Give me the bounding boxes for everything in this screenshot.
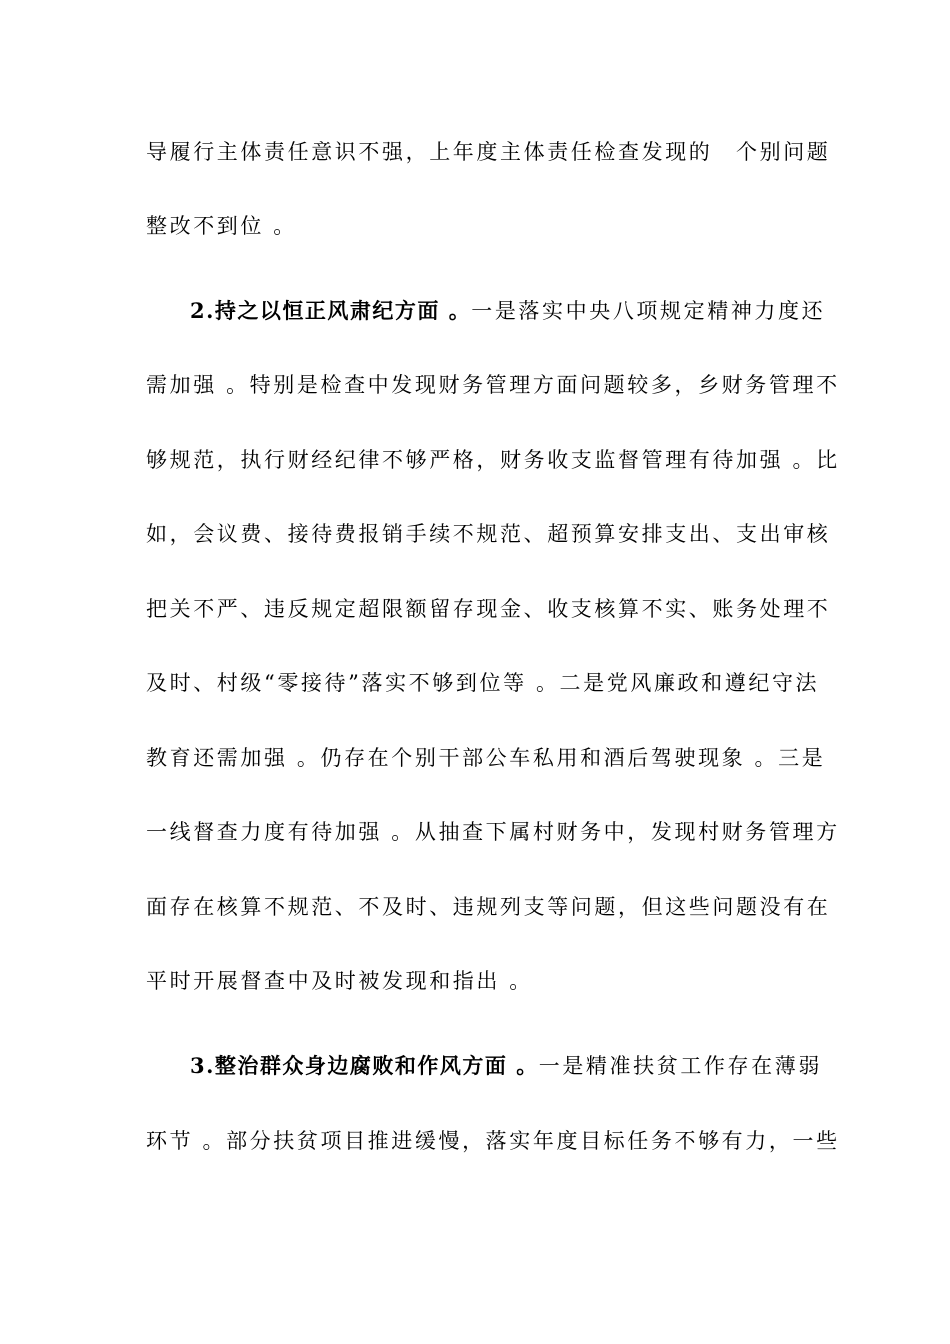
paragraph-2-text: 一是落实中央八项规定精神力度还 xyxy=(471,299,826,323)
paragraph-2-line-1 xyxy=(190,296,826,326)
paragraph-2-line-9: 面存在核算不规范、不及时、违规列支等问题，但这些问题没有在 xyxy=(146,895,831,919)
paragraph-2-line-6: 及时、村级“零接待”落实不够到位等 。二是党风廉政和遵纪守法 xyxy=(146,671,820,695)
paragraph-2-line-4: 如，会议费、接待费报销手续不规范、超预算安排支出、支出审核 xyxy=(146,522,831,546)
paragraph-3-heading: 3.整治群众身边腐败和作风方面 。 xyxy=(190,1053,539,1078)
paragraph-2-heading: 2.持之以恒正风肃纪方面 。 xyxy=(190,298,472,323)
paragraph-2-line-10: 平时开展督查中及时被发现和指出 。 xyxy=(146,969,533,993)
paragraph-1-line-2: 整改不到位 。 xyxy=(146,214,297,238)
paragraph-3-text: 一是精准扶贫工作存在薄弱 xyxy=(538,1054,822,1078)
paragraph-2-line-8: 一线督查力度有待加强 。从抽查下属村财务中，发现村财务管理方 xyxy=(146,820,840,844)
paragraph-3-line-2: 环节 。部分扶贫项目推进缓慢，落实年度目标任务不够有力，一些 xyxy=(146,1129,840,1153)
paragraph-2-line-3: 够规范，执行财经纪律不够严格，财务收支监督管理有待加强 。比 xyxy=(146,448,840,472)
paragraph-2-line-5: 把关不严、违反规定超限额留存现金、收支核算不实、账务处理不 xyxy=(146,597,831,621)
paragraph-2-line-7: 教育还需加强 。仍存在个别干部公车私用和酒后驾驶现象 。三是 xyxy=(146,746,826,770)
paragraph-3-line-1 xyxy=(190,1051,822,1081)
paragraph-1-line-1: 导履行主体责任意识不强，上年度主体责任检查发现的 个别问题 xyxy=(146,140,831,164)
paragraph-2-line-2: 需加强 。特别是检查中发现财务管理方面问题较多，乡财务管理不 xyxy=(146,373,840,397)
